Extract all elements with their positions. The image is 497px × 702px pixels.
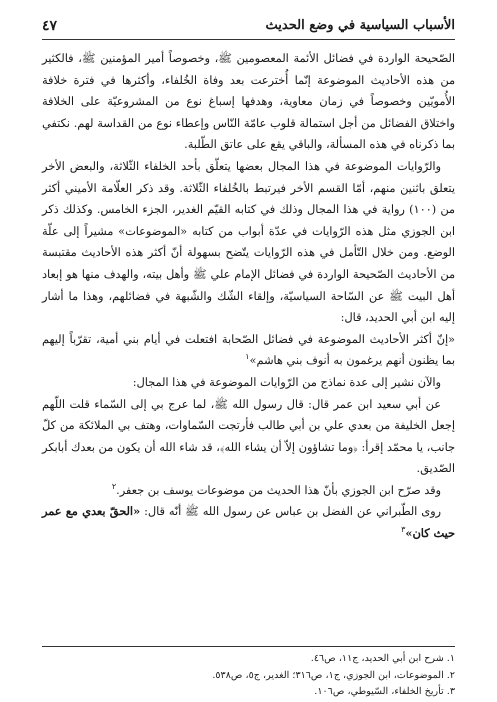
tabarani-quote: «الحقّ بعدي مع عمر حيث كان» [42,504,455,541]
running-header [42,18,455,40]
hadith-text: عن أبي سعيد ابن عمر قال: قال رسول الله ﷺ، لما عرج بي إلى السّماء قلت اللّهم إجعل الخليفة من بعدي علي بن أبي طالب فأرتجت السّماوات، وهتف بي الملائكة من كلّ جانب، يا محمّد إقرأ: ﴿وما تشاؤون إلاّ أن يشاء الله﴾، قد شاء الله أن يكون من بعدك أبابكر الصّديق. [42,397,455,476]
footnote-2: ٢. الموضوعات، ابن الجوزي، ج١، ص٣١٦؛ الغدير، ج٥، ص٥٣٨. [212,669,455,681]
tabarani-narration [42,501,455,544]
ibn-abi-al-hadid-quote [42,329,455,372]
footnote-ref-3[interactable]: ٣ [401,525,406,535]
page-number: ٤٧ [42,18,58,34]
paragraph-1: الصّحيحة الواردة في فضائل الأئمة المعصومين ﷺ، وخصوصاً أمير المؤمنين ﷺ، فالكثير من هذه الأحاديث الموضوعة إنّما أُخترعت بعد وفاة الخُلفاء، وأكثرها في فترة خلافة الأُمويّين وخصوصاً في زمان معاوية، وهدفها إسباغ نوع من المشروعيّة على الخلافة واختلاق الفضائل من أجل استمالة قلوب عامّة النّاس وإعطاء نوع من القداسة لهم. نكتفي بما ذكرناه في هذه المسألة، والباقي يقع على عاتق الطّلبة. [42,52,455,152]
footnotes [42,646,455,701]
jawzi-text: وقد صرّح ابن الجوزي بأنّ هذا الحديث من موضوعات يوسف بن جعفر. [116,483,441,497]
header-title: الأسباب السياسية في وضع الحديث [265,18,455,33]
quote-text: «إنّ أكثر الأحاديث الموضوعة في فضائل الصّحابة افتعلت في أيام بني أمية، تقرّباً إليهم بما يظنون أنهم يرغمون به أنوف بني هاشم» [42,332,455,368]
footnote-ref-2[interactable]: ٢ [111,482,117,492]
jawzi-statement [42,480,455,502]
page-body [42,48,455,545]
tabarani-intro: روى الطّبراني عن الفضل بن عباس عن رسول الله ﷺ أنّه قال: [144,505,441,519]
paragraph-examples-intro: والآن نشير إلى عدة نماذج من الرّوايات الموضوعة في هذا المجال: [132,375,441,389]
paragraph-2: والرّوايات الموضوعة في هذا المجال بعضها يتعلّق بأحد الخلفاء الثّلاثة، والبعض الأخر يتعلق باثنين منهم، أمّا القسم الأخر فيرتبط بالخُلفاء الثّلاثة. وقد ذكر العلّامة الأميني أكثر من (١٠٠) رواية في هذا المجال وذلك في كتابه القيّم الغدير، الجزء الخامس. وكذلك ذكر ابن الجوزي مثل هذه الرّوايات في عدّة أبواب من كتابه «الموضوعات» مشيراً إلى علّة الوضع. ومن خلال التّأمل في هذه الرّوايات يتّضح بسهولة أنّ أكثر هذه الأحاديث مقتبسة من الأحاديث الصّحيحة الواردة في فضائل الإمام علي ﷺ وأهل بيته، والهدف منها هو إبعاد أهل البيت ﷺ عن السّاحة السياسيّة، وإلقاء الشّك والشّبهة في فضائلهم، وهذا ما أشار إليه ابن أبي الحديد، قال: [42,159,455,325]
footnote-3: ٣. تأريخ الخلفاء، السّيوطي، ص١٠٦. [314,686,455,697]
footnote-1: ١. شرح ابن أبي الحديد، ج١١، ص٤٦. [310,653,455,664]
footnote-ref-1[interactable]: ١ [245,352,250,362]
